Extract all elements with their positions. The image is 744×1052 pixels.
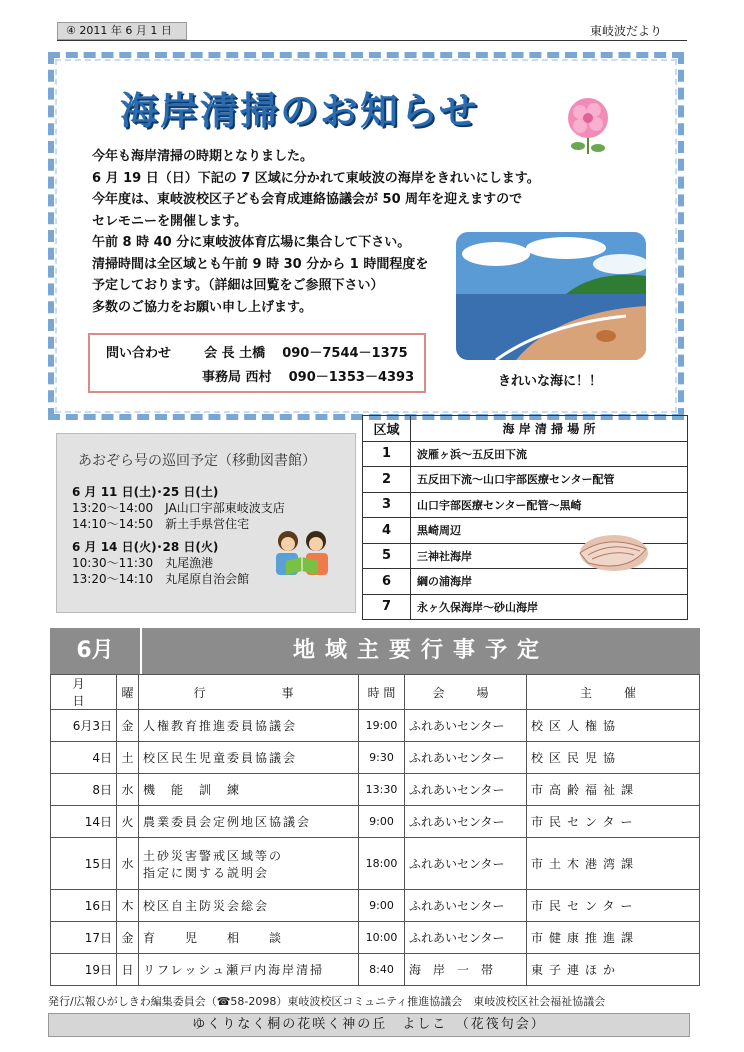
event-host: 校区人権協 bbox=[527, 710, 700, 742]
event-name: 人権教育推進委員協議会 bbox=[139, 710, 359, 742]
col-event: 行 事 bbox=[139, 675, 359, 710]
table-header-row bbox=[363, 416, 688, 442]
event-name-line: 指定に関する説明会 bbox=[143, 865, 270, 880]
event-weekday: 金 bbox=[117, 710, 139, 742]
notice-line: 今年も海岸清掃の時期となりました。 bbox=[92, 149, 314, 164]
table-row bbox=[51, 710, 700, 742]
event-name: 機 能 訓 練 bbox=[139, 774, 359, 806]
area-number: 1 bbox=[363, 441, 411, 467]
event-name: 農業委員会定例地区協議会 bbox=[139, 806, 359, 838]
event-venue: ふれあいセンター bbox=[405, 806, 527, 838]
event-venue: 海 岸 一 帯 bbox=[405, 954, 527, 986]
notice-line: 多数のご協力をお願い申し上げます。 bbox=[92, 299, 312, 315]
event-name: リフレッシュ瀬戸内海岸清掃 bbox=[139, 954, 359, 986]
col-date: 月 日 bbox=[51, 675, 117, 710]
event-host: 校区民児協 bbox=[527, 742, 700, 774]
event-weekday: 土 bbox=[117, 742, 139, 774]
event-name bbox=[139, 838, 359, 890]
cleanup-locations-table bbox=[362, 415, 688, 620]
area-place: 五反田下流～山口宇部医療センター配管 bbox=[411, 467, 688, 493]
event-time: 9:30 bbox=[359, 742, 405, 774]
library-date: 6 月 14 日(火)･28 日(火) bbox=[72, 540, 219, 554]
col-venue: 会 場 bbox=[405, 675, 527, 710]
library-date: 6 月 11 日(土)･25 日(土) bbox=[72, 485, 219, 499]
flower-icon bbox=[562, 96, 614, 154]
schedule-title: 地域主要行事予定 bbox=[292, 638, 549, 663]
area-place: 山口宇部医療センター配管～黒崎 bbox=[411, 492, 688, 518]
publisher-line: 発行/広報ひがしきわ編集委員会（☎58-2098）東岐波校区コミュニティ推進協議会 東岐波校区社会福祉協議会 bbox=[48, 995, 606, 1008]
event-venue: ふれあいセンター bbox=[405, 838, 527, 890]
event-name: 校区自主防災会総会 bbox=[139, 890, 359, 922]
event-date: 16日 bbox=[51, 890, 117, 922]
event-date: 19日 bbox=[51, 954, 117, 986]
area-place: 黒崎周辺 bbox=[411, 518, 688, 544]
notice-line: 予定しております。（詳細は回覧をご参照下さい） bbox=[92, 278, 384, 293]
contact-role: 事務局 bbox=[202, 370, 242, 385]
place-header: 海 岸 清 掃 場 所 bbox=[411, 416, 688, 442]
event-time: 10:00 bbox=[359, 922, 405, 954]
table-row bbox=[363, 441, 688, 467]
library-stop: 14:10～14:50 新土手県営住宅 bbox=[72, 517, 250, 531]
contact-row-office bbox=[202, 366, 414, 385]
events-table bbox=[50, 674, 700, 986]
contact-phone: 090－7544－1375 bbox=[282, 346, 408, 361]
table-row bbox=[363, 594, 688, 620]
contact-role: 会 長 bbox=[204, 346, 235, 361]
event-host: 市民センター bbox=[527, 890, 700, 922]
contact-name: 西村 bbox=[245, 370, 272, 385]
library-stop: 10:30～11:30 丸尾漁港 bbox=[72, 556, 214, 570]
event-date: 17日 bbox=[51, 922, 117, 954]
notice-line: セレモニーを開催します。 bbox=[92, 213, 247, 229]
event-name-line: 土砂災害警戒区域等の bbox=[143, 848, 284, 863]
notice-line: 清掃時間は全区域とも午前 9 時 30 分から 1 時間程度を bbox=[92, 256, 429, 272]
table-header-row bbox=[51, 675, 700, 710]
area-number: 3 bbox=[363, 492, 411, 518]
library-stop: 13:20～14:10 丸尾原自治会館 bbox=[72, 572, 250, 586]
event-date: 14日 bbox=[51, 806, 117, 838]
event-venue: ふれあいセンター bbox=[405, 890, 527, 922]
event-weekday: 水 bbox=[117, 838, 139, 890]
notice-title: 海岸清掃のお知らせ bbox=[120, 89, 479, 133]
beach-illustration bbox=[456, 232, 646, 360]
header-divider bbox=[57, 40, 687, 41]
contact-box bbox=[88, 333, 426, 393]
notice-line: 今年度は、東岐波校区子ども会育成連絡協議会が 50 周年を迎えますので bbox=[92, 192, 523, 207]
event-weekday: 金 bbox=[117, 922, 139, 954]
issue-date-tag: ④ 2011 年 6 月 1 日 bbox=[57, 22, 187, 40]
contact-phone: 090－1353－4393 bbox=[288, 370, 415, 385]
table-row bbox=[51, 890, 700, 922]
table-row bbox=[51, 806, 700, 838]
event-host: 東子連ほか bbox=[527, 954, 700, 986]
event-date: 8日 bbox=[51, 774, 117, 806]
event-time: 13:30 bbox=[359, 774, 405, 806]
event-time: 18:00 bbox=[359, 838, 405, 890]
event-venue: ふれあいセンター bbox=[405, 774, 527, 806]
event-weekday: 木 bbox=[117, 890, 139, 922]
event-venue: ふれあいセンター bbox=[405, 742, 527, 774]
table-row bbox=[51, 774, 700, 806]
library-stop: 13:20～14:00 JA山口宇部東岐波支店 bbox=[72, 501, 285, 515]
event-venue: ふれあいセンター bbox=[405, 922, 527, 954]
area-header: 区域 bbox=[363, 416, 411, 442]
area-place: 永ヶ久保海岸～砂山海岸 bbox=[411, 594, 688, 620]
event-name: 育 児 相 談 bbox=[139, 922, 359, 954]
event-time: 19:00 bbox=[359, 710, 405, 742]
table-row bbox=[51, 922, 700, 954]
newsletter-name: 東岐波だより bbox=[590, 24, 663, 38]
seashell-icon bbox=[568, 527, 652, 575]
area-number: 2 bbox=[363, 467, 411, 493]
contact-name: 土橋 bbox=[239, 346, 266, 361]
event-weekday: 火 bbox=[117, 806, 139, 838]
area-number: 6 bbox=[363, 569, 411, 595]
area-place: 綱の浦海岸 bbox=[411, 569, 688, 595]
event-weekday: 日 bbox=[117, 954, 139, 986]
table-row bbox=[51, 954, 700, 986]
notice-line: 午前 8 時 40 分に東岐波体育広場に集合して下さい。 bbox=[92, 235, 411, 250]
area-number: 7 bbox=[363, 594, 411, 620]
library-schedule bbox=[72, 484, 285, 587]
table-row bbox=[51, 742, 700, 774]
event-host: 市高齢福祉課 bbox=[527, 774, 700, 806]
beach-caption: きれいな海に！！ bbox=[498, 374, 603, 389]
event-date: 4日 bbox=[51, 742, 117, 774]
contact-row-chair bbox=[106, 342, 408, 361]
notice-line: 6 月 19 日（日）下記の 7 区域に分かれて東岐波の海岸をきれいにします。 bbox=[92, 170, 540, 186]
area-number: 5 bbox=[363, 543, 411, 569]
table-row bbox=[363, 492, 688, 518]
table-row bbox=[51, 838, 700, 890]
area-place: 波雁ヶ浜～五反田下流 bbox=[411, 441, 688, 467]
children-reading-icon bbox=[268, 525, 338, 585]
area-number: 4 bbox=[363, 518, 411, 544]
event-host: 市民センター bbox=[527, 806, 700, 838]
col-host: 主 催 bbox=[527, 675, 700, 710]
event-host: 市健康推進課 bbox=[527, 922, 700, 954]
schedule-header bbox=[50, 628, 700, 674]
event-time: 8:40 bbox=[359, 954, 405, 986]
col-weekday: 曜 bbox=[117, 675, 139, 710]
haiku-banner: ゆくりなく桐の花咲く神の丘 よしこ （花筏句会） bbox=[48, 1013, 690, 1037]
event-host: 市土木港湾課 bbox=[527, 838, 700, 890]
event-time: 9:00 bbox=[359, 806, 405, 838]
event-weekday: 水 bbox=[117, 774, 139, 806]
event-date: 6月3日 bbox=[51, 710, 117, 742]
col-time: 時 間 bbox=[359, 675, 405, 710]
library-title: あおぞら号の巡回予定（移動図書館） bbox=[78, 453, 316, 469]
area-place: 三神社海岸 bbox=[411, 543, 688, 569]
event-date: 15日 bbox=[51, 838, 117, 890]
schedule-month: 6月 bbox=[50, 628, 142, 674]
contact-label: 問い合わせ bbox=[106, 346, 172, 361]
table-row bbox=[363, 467, 688, 493]
event-venue: ふれあいセンター bbox=[405, 710, 527, 742]
event-time: 9:00 bbox=[359, 890, 405, 922]
event-name: 校区民生児童委員協議会 bbox=[139, 742, 359, 774]
